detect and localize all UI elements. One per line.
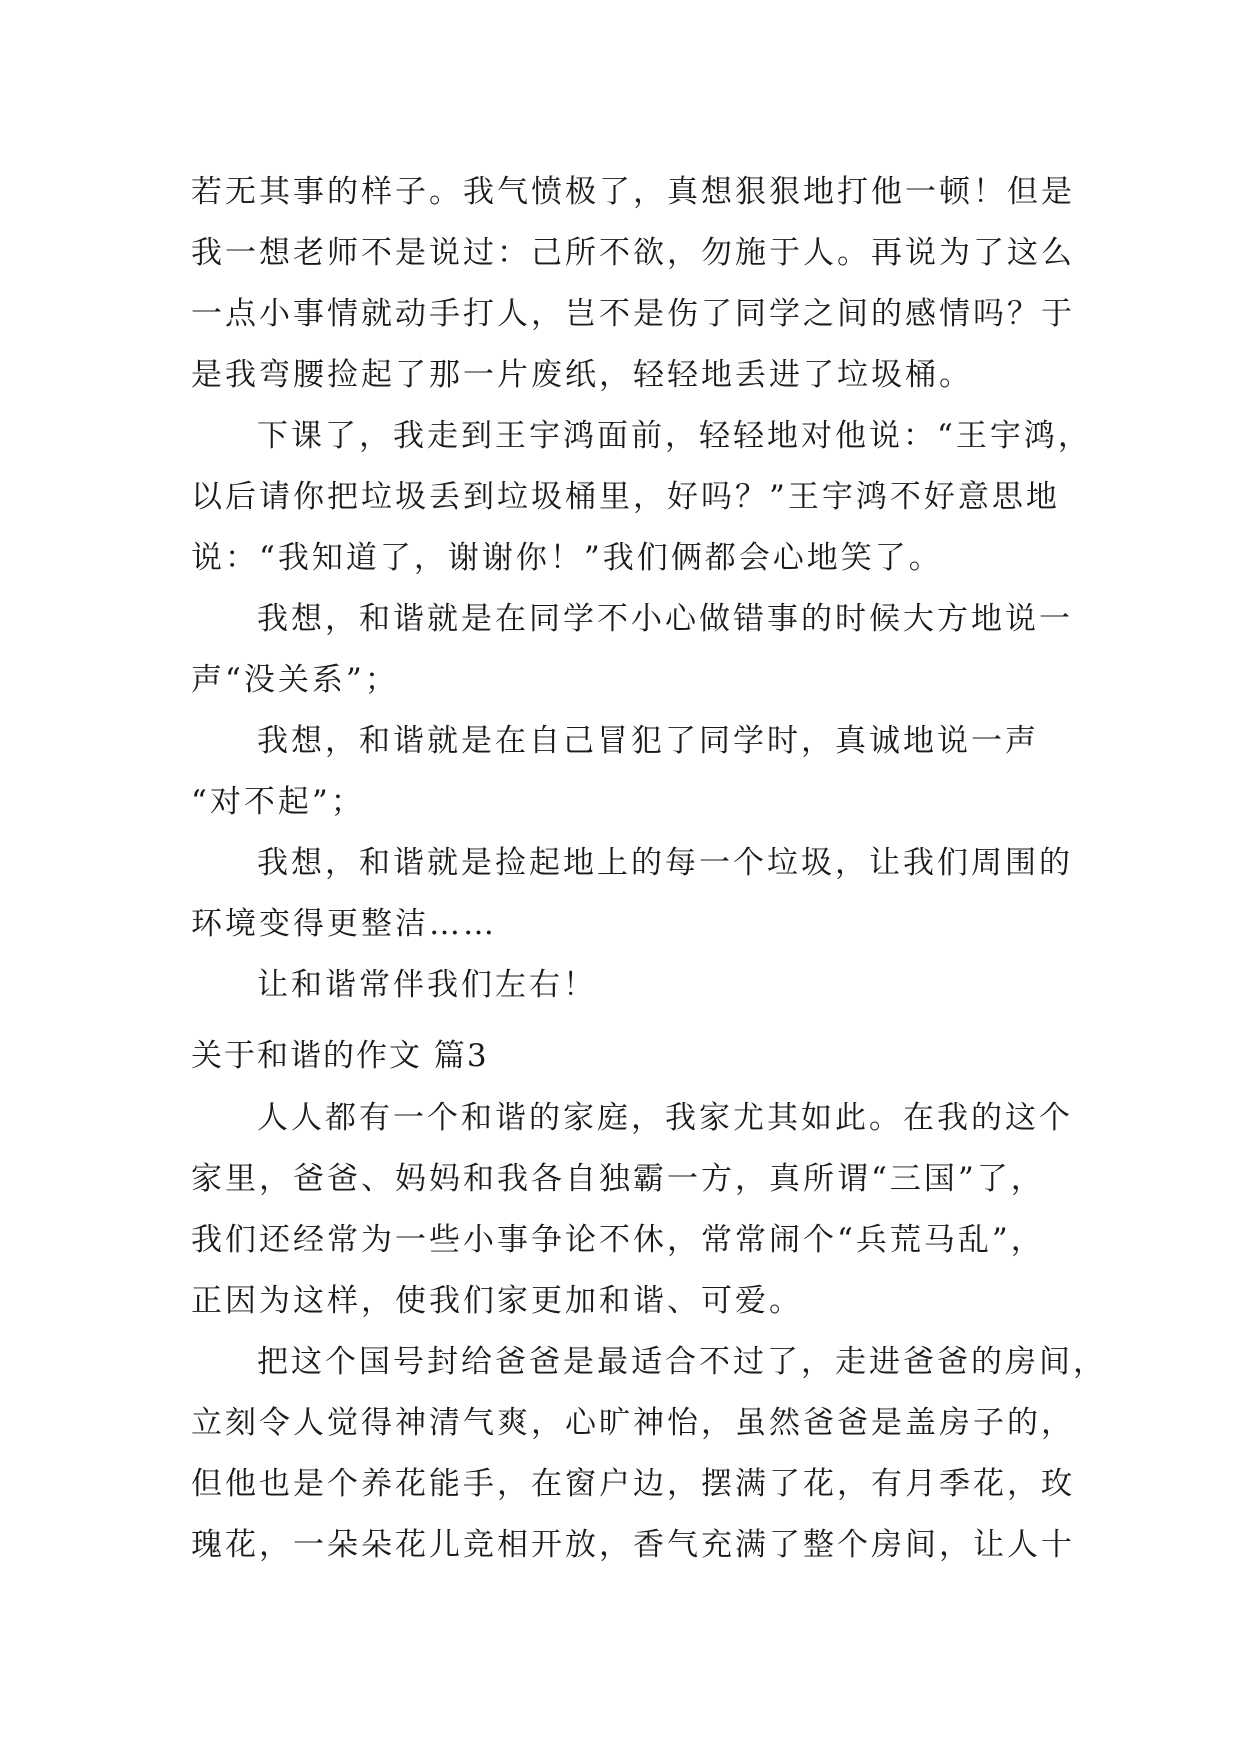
essay-section-b [191,1088,1107,1576]
paragraph-start-line: 让和谐常伴我们左右！ [257,967,597,1003]
paragraph-start-line: 人人都有一个和谐的家庭，我家尤其如此。在我的这个 [257,1100,1073,1136]
paragraph-start-line: 把这个国号封给爸爸是最适合不过了，走进爸爸的房间， [257,1344,1107,1380]
text-line: 正因为这样，使我们家更加和谐、可爱。 [191,1283,803,1319]
text-line: 以后请你把垃圾丢到垃圾桶里，好吗？”王宇鸿不好意思地 [191,479,1060,515]
text-line: 说：“我知道了，谢谢你！”我们俩都会心地笑了。 [191,540,943,576]
paragraph-start-line: 我想，和谐就是在同学不小心做错事的时候大方地说一 [257,601,1073,637]
text-line: 立刻令人觉得神清气爽，心旷神怡，虽然爸爸是盖房子的， [191,1405,1075,1441]
text-line: 声“没关系”； [191,662,399,698]
essay-section-a [191,162,1092,1016]
paragraph-start-line: 我想，和谐就是在自己冒犯了同学时，真诚地说一声 [257,723,1039,759]
text-line: 若无其事的样子。我气愤极了，真想狠狠地打他一顿！但是 [191,174,1075,210]
text-line: 但他也是个养花能手，在窗户边，摆满了花，有月季花，玫 [191,1466,1075,1502]
text-line: 一点小事情就动手打人，岂不是伤了同学之间的感情吗？于 [191,296,1075,332]
text-line: 我一想老师不是说过：己所不欲，勿施于人。再说为了这么 [191,235,1075,271]
text-line: 是我弯腰捡起了那一片废纸，轻轻地丢进了垃圾桶。 [191,357,973,393]
text-line: 瑰花，一朵朵花儿竞相开放，香气充满了整个房间，让人十 [191,1527,1075,1563]
section-heading: 关于和谐的作文 篇3 [191,1038,489,1074]
paragraph-start-line: 我想，和谐就是捡起地上的每一个垃圾，让我们周围的 [257,845,1073,881]
text-line: 环境变得更整洁…… [191,906,497,942]
paragraph-start-line: 下课了，我走到王宇鸿面前，轻轻地对他说：“王宇鸿， [257,418,1092,454]
text-line: 家里，爸爸、妈妈和我各自独霸一方，真所谓“三国”了， [191,1161,1045,1197]
text-line: “对不起”； [191,784,365,820]
text-line: 我们还经常为一些小事争论不休，常常闹个“兵荒马乱”， [191,1222,1045,1258]
